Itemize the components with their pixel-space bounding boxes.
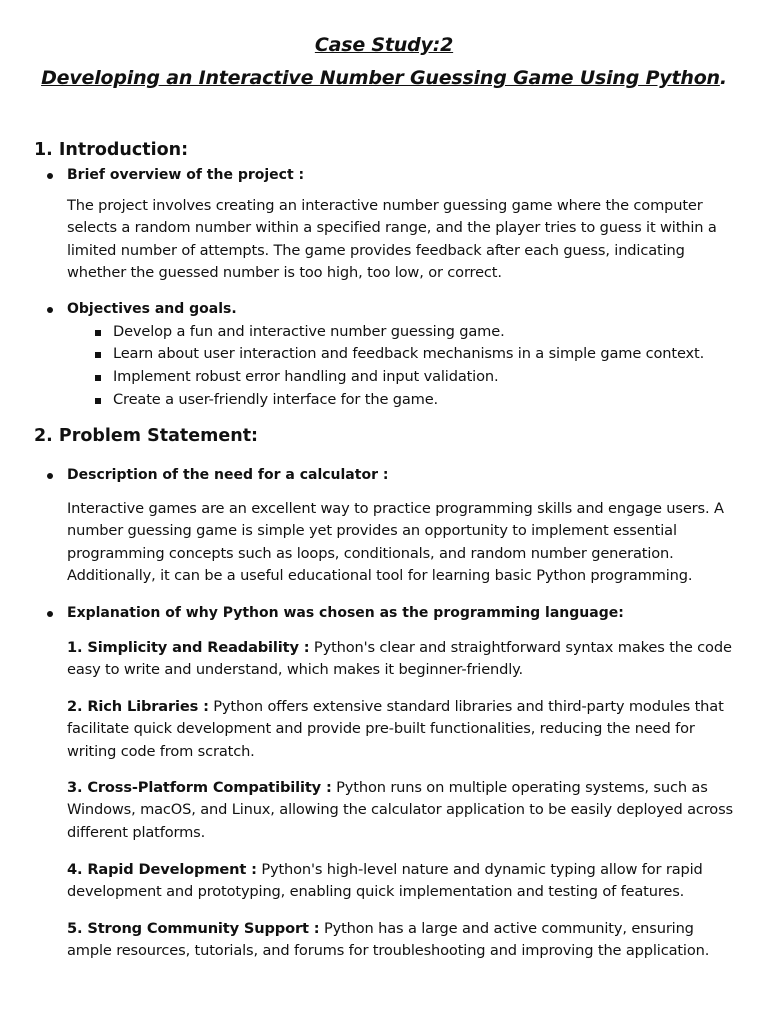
reason-text: Python runs on multiple operating systems, such as Windows, macOS, and Linux, allowing the calculator application to be easily deployed across different platforms.: [67, 779, 733, 841]
reason-title: 4. Rapid Development :: [67, 861, 257, 878]
document-title-text: Developing an Interactive Number Guessing Game Using Python: [41, 67, 720, 89]
problem-statement-heading: 2. Problem Statement:: [34, 426, 259, 446]
reason-paragraph: [67, 696, 739, 763]
case-study-label: Case Study:2: [314, 34, 454, 56]
reason-text: Python offers extensive standard libraries and third-party modules that facilitate quick development and provide pre-built functionalities, reducing the need for writing code from scratch.: [67, 698, 724, 760]
reason-text: Python's high-level nature and dynamic typing allow for rapid development and prototyping, enabling quick implementation and testing of features.: [67, 861, 703, 901]
reason-paragraph: [67, 859, 739, 904]
reason-paragraph: [67, 637, 739, 682]
document-title: [0, 67, 768, 89]
overview-bullet-label: Brief overview of the project :: [67, 167, 305, 183]
reason-paragraph: [67, 777, 739, 844]
need-bullet-label: Description of the need for a calculator :: [67, 467, 389, 483]
case-study-title: [0, 34, 768, 56]
reason-text: Python has a large and active community, ensuring ample resources, tutorials, and forums for troubleshooting and improving the application.: [67, 920, 710, 960]
objective-item: Create a user-friendly interface for the game.: [113, 391, 439, 408]
need-paragraph: Interactive games are an excellent way to practice programming skills and engage users. A number guessing game is simple yet provides an opportunity to implement essential programming concepts such as loops, conditionals, and random number generation. Additionally, it can be a useful educational tool for learning basic Python programming.: [67, 500, 724, 585]
introduction-heading: 1. Introduction:: [34, 140, 189, 160]
reason-title: 5. Strong Community Support :: [67, 920, 320, 937]
objective-item: Develop a fun and interactive number guessing game.: [113, 323, 505, 340]
objective-item: Learn about user interaction and feedback mechanisms in a simple game context.: [113, 345, 705, 362]
overview-paragraph: The project involves creating an interactive number guessing game where the computer selects a random number within a specified range, and the player tries to guess it within a limited number of attempts. The game provides feedback after each guess, indicating whether the guessed number is too high, too low, or correct.: [67, 197, 717, 282]
reason-paragraph: [67, 918, 739, 963]
reason-title: 1. Simplicity and Readability :: [67, 639, 310, 656]
reason-title: 3. Cross-Platform Compatibility :: [67, 779, 332, 796]
reason-text: Python's clear and straightforward syntax makes the code easy to write and understand, which makes it beginner-friendly.: [67, 639, 732, 679]
reason-title: 2. Rich Libraries :: [67, 698, 209, 715]
document-title-period: .: [719, 67, 727, 89]
objective-item: Implement robust error handling and input validation.: [113, 368, 499, 385]
objectives-bullet-label: Objectives and goals.: [67, 301, 237, 317]
why-python-bullet-label: Explanation of why Python was chosen as the programming language:: [67, 605, 624, 621]
